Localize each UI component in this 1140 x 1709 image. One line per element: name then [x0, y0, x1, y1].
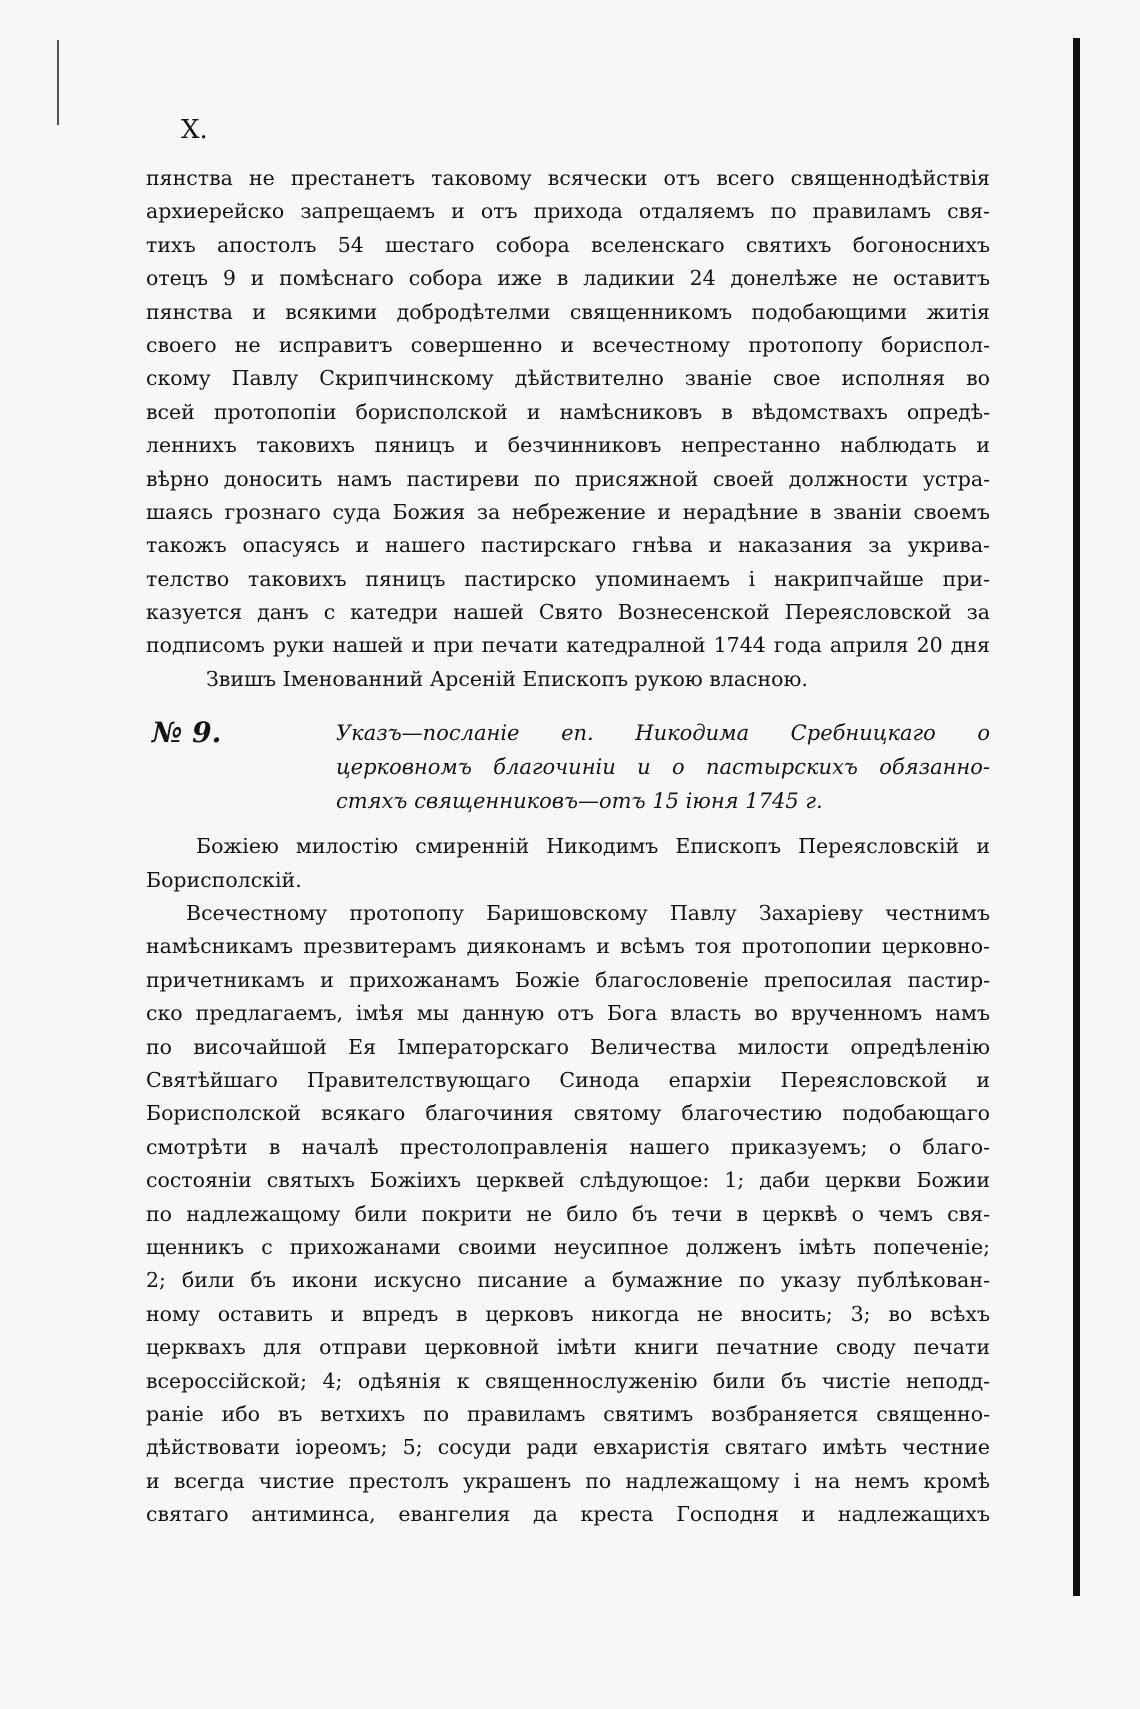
page-number: X. [181, 115, 208, 145]
text-line: ско предлагаемъ, імѣя мы данную отъ Бога власть во врученномъ намъ [146, 1001, 990, 1026]
document-heading [146, 716, 990, 830]
text-line: всей протопопіи борисполской и намѣсниковъ в вѣдомствахъ опредѣ- [146, 399, 990, 424]
text-line: ному оставить и впредъ в церковъ никогда не вносить; 3; во всѣхъ [146, 1301, 990, 1326]
text-line: пянства не престанетъ таковому всячески отъ всего священнодѣйствія [146, 166, 990, 190]
text-line: причетникамъ и прихожанамъ Божіе благословеніе препосилая пастир- [146, 967, 990, 992]
text-line: состояніи святыхъ Божіихъ церквей слѣдующое: 1; даби церкви Божии [146, 1168, 990, 1193]
text-line: намѣсникамъ презвитерамъ дияконамъ и всѣмъ тоя протопопии церковно- [146, 934, 990, 959]
text-line: 2; били бъ икони искусно писание а бумажние по указу публѣкован- [146, 1268, 990, 1293]
text-line: дѣйствовати іореомъ; 5; сосуди ради евхаристія святаго имѣть честние [146, 1435, 990, 1460]
document-title [336, 716, 990, 818]
text-line: святаго антиминса, евангелия да креста Господня и надлежащихъ [146, 1502, 990, 1527]
text-line: тихъ апостолъ 54 шестаго собора вселенскаго святихъ богоноснихъ [146, 232, 990, 257]
text-line: своего не исправитъ совершенно и всечестному протопопу бориспол- [146, 332, 990, 357]
text-line: скому Павлу Скрипчинскому дѣйствително званіе свое исполняя во [146, 366, 990, 391]
text-line: Святѣйшаго Правителствующаго Синода епархіи Переясловской и [146, 1067, 990, 1092]
scan-edge-right [1073, 38, 1080, 1596]
document-number: № 9. [152, 716, 222, 750]
text-line: отецъ 9 и помѣснаго собора иже в ладикии 24 донелѣже не оставитъ [146, 266, 990, 291]
text-line: смотрѣти в началѣ престолоправленія нашего приказуемъ; о благо- [146, 1134, 990, 1159]
text-line: Борисполскій. [146, 867, 302, 892]
title-line: Указъ—посланіе еп. Никодима Сребницкаго о [336, 721, 990, 746]
title-line: церковномъ благочиніи и о пастырскихъ обязанно- [336, 755, 990, 780]
text-line: всероссійской; 4; одѣянія к священнослуженію били бъ чистіе неподд- [146, 1368, 990, 1393]
text-line: подписомъ руки нашей и при печати катедралной 1744 года априля 20 дня [146, 633, 990, 658]
text-line: вѣрно доносить намъ пастиреви по присяжной своей должности устра- [146, 466, 990, 491]
text-line: церквахъ для отправи церковной імѣти книги печатние своду печати [146, 1335, 990, 1360]
text-line: казуется данъ с катедри нашей Свято Вознесенской Переясловской за [146, 600, 990, 625]
text-line: по надлежащому били покрити не било бъ течи в церквѣ о чемъ свя- [146, 1201, 990, 1226]
title-line: стяхъ священниковъ—отъ 15 іюня 1745 г. [336, 789, 823, 814]
paragraph-salutation [146, 830, 990, 897]
text-line: такожъ опасуясь и нашего пастирскаго гнѣва и наказания за укрива- [146, 533, 990, 558]
text-line: щенникъ с прихожанами своими неусипное долженъ імѣть попеченіе; [146, 1234, 990, 1259]
text-line: шаясь грознаго суда Божия за небрежение и нерадѣние в званіи своемъ [146, 499, 990, 524]
text-line: Борисполской всякаго благочиния святому благочестию подобающаго [146, 1101, 990, 1126]
text-line: Всечестному протопопу Баришовскому Павлу Захаріеву честнимъ [186, 901, 990, 926]
text-line: телство таковихъ пяницъ пастирско упоминаемъ і накрипчайше при- [146, 566, 990, 591]
scan-edge-left [57, 40, 59, 125]
continuation-text [146, 162, 990, 696]
text-line: пянства и всякими добродѣтелми священникомъ подобающими житія [146, 299, 990, 324]
text-line: Божіею милостію смиренній Никодимъ Епископъ Переясловскій и [196, 834, 990, 859]
signature-line: Звишъ Іменованний Арсеній Епископъ рукою власною. [206, 666, 808, 691]
paragraph-body [146, 897, 990, 1531]
text-line: раніе ибо въ ветхихъ по правиламъ святимъ возбраняется священно- [146, 1401, 990, 1426]
text-line: архиерейско запрещаемъ и отъ прихода отдаляемъ по правиламъ свя- [146, 199, 990, 224]
text-line: по височайшой Ея Імператорскаго Величества милости опредѣленію [146, 1034, 990, 1059]
book-page [146, 110, 990, 1531]
text-line: леннихъ таковихъ пяницъ и безчинниковъ непрестанно наблюдать и [146, 433, 990, 458]
text-line: и всегда чистие престолъ украшенъ по надлежащому і на немъ кромѣ [146, 1468, 990, 1493]
